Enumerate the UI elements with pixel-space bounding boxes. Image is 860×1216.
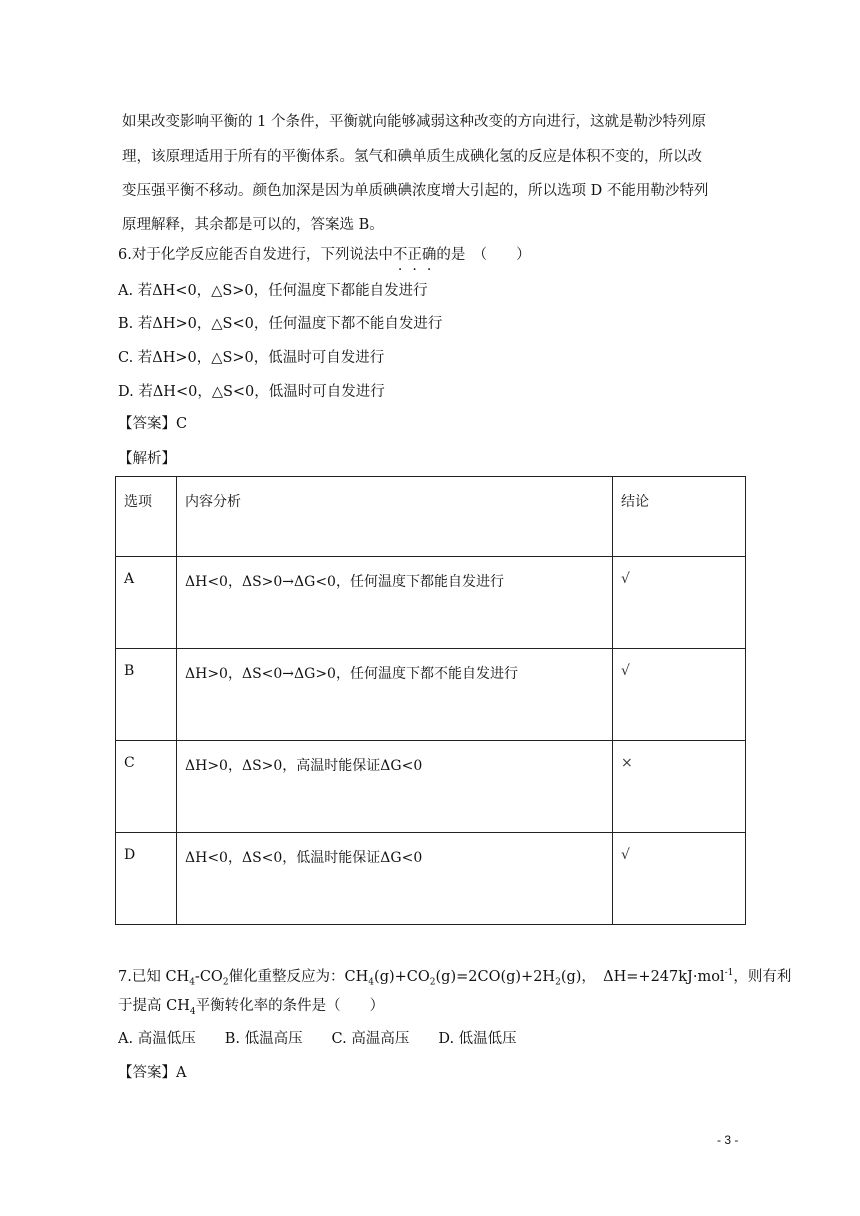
table-row (116, 557, 746, 649)
question-6-stem: 6.对于化学反应能否自发进行，下列说法中不正确的是 （ ） (118, 247, 531, 263)
explanation-line: 如果改变影响平衡的 1 个条件，平衡就向能够减弱这种改变的方向进行，这就是勒沙特列原 (122, 114, 706, 130)
analysis-label: 【解析】 (118, 451, 176, 467)
option-c: C. 若ΔH>0，△S>0，低温时可自发进行 (118, 350, 385, 366)
emphasis-char: 正 (407, 247, 422, 263)
checkmark-icon: √ (613, 557, 746, 649)
emphasis-char: 确 (421, 247, 437, 263)
question-7-stem-line-1: 7.已知 $CH_4-CO_2$催化重整反应为：$CH_4(g)+CO_2(g)=2CO(g)+2H_2(g)$， ΔH=+247kJ·mol$^{-1}$，则有利 (118, 968, 792, 988)
cell-option: C (116, 741, 177, 833)
cell-content: ΔH<0，ΔS>0→ΔG<0，任何温度下都能自发进行 (177, 557, 613, 649)
header-content: 内容分析 (177, 477, 613, 557)
table-row (116, 833, 746, 925)
checkmark-icon: √ (613, 833, 746, 925)
cell-option: B (116, 649, 177, 741)
table-header-row (116, 477, 746, 557)
cell-content: ΔH>0，ΔS<0→ΔG>0，任何温度下都不能自发进行 (177, 649, 613, 741)
answer-label: 【答案】C (118, 416, 188, 432)
analysis-table (115, 476, 746, 925)
cell-content: ΔH<0，ΔS<0，低温时能保证ΔG<0 (177, 833, 613, 925)
header-option: 选项 (116, 477, 177, 557)
option-a: A. 若ΔH<0，△S>0，任何温度下都能自发进行 (118, 283, 428, 299)
emphasis-char: 不 (392, 247, 408, 263)
cell-content: ΔH>0，ΔS>0，高温时能保证ΔG<0 (177, 741, 613, 833)
option-b: B. 若ΔH>0，△S<0，任何温度下都不能自发进行 (118, 316, 443, 332)
page-number: - 3 - (717, 1133, 739, 1147)
answer-label: 【答案】A (118, 1065, 187, 1081)
explanation-line: 变压强平衡不移动。颜色加深是因为单质碘碘浓度增大引起的，所以选项 D 不能用勒沙特列 (122, 183, 709, 199)
explanation-line: 原理解释，其余都是可以的，答案选 B。 (122, 217, 384, 233)
cell-option: D (116, 833, 177, 925)
table-row (116, 649, 746, 741)
table-row (116, 741, 746, 833)
question-7-options: A. 高温低压 B. 低温高压 C. 高温高压 D. 低温低压 (118, 1031, 517, 1047)
cross-icon: × (613, 741, 746, 833)
question-7-stem-line-2: 于提高 $CH_4$平衡转化率的条件是（ ） (118, 998, 385, 1017)
cell-option: A (116, 557, 177, 649)
option-d: D. 若ΔH<0，△S<0，低温时可自发进行 (118, 384, 385, 400)
explanation-line: 理，该原理适用于所有的平衡体系。氢气和碘单质生成碘化氢的反应是体积不变的，所以改 (122, 149, 702, 165)
header-verdict: 结论 (613, 477, 746, 557)
checkmark-icon: √ (613, 649, 746, 741)
